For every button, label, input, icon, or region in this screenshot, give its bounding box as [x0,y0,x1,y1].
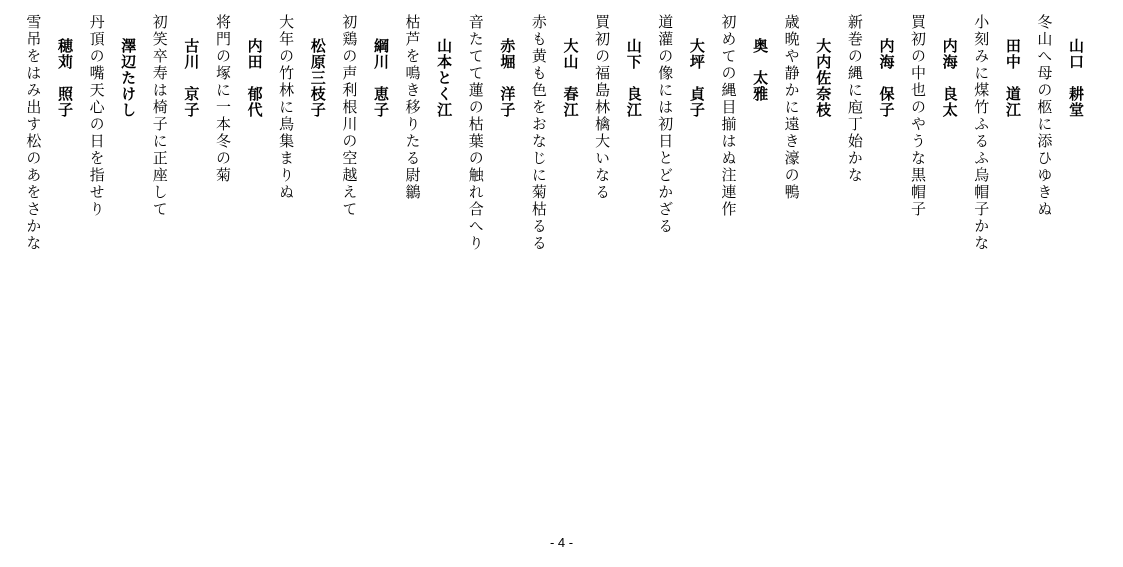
haiku-poem: 赤も黄も色をおなじに菊枯るる [529,14,548,252]
haiku-poem: 丹頂の嘴天心の日を指せり [87,14,106,218]
haiku-poem: 小刻みに煤竹ふるふ烏帽子かな [972,14,991,252]
haiku-entry [198,14,264,314]
haiku-author: 奥 太雅 [751,38,770,102]
haiku-author: 田中 道江 [1003,38,1022,118]
haiku-entry [704,14,770,314]
haiku-entry [893,14,959,314]
haiku-entry [262,14,325,314]
haiku-author: 穂苅 照子 [56,38,74,118]
haiku-author: 綱川 恵子 [371,38,390,118]
haiku-entry [514,14,580,314]
haiku-author: 澤辺たけし [119,38,138,118]
haiku-author: 古川 京子 [182,38,201,118]
haiku-poem: 雪吊をはみ出す松のあをさかな [24,14,43,252]
haiku-entry [767,14,833,314]
haiku-author: 大山 春江 [561,38,580,118]
haiku-entry [830,14,896,314]
haiku-author: 山下 良江 [624,38,643,118]
page-number: - 4 - [549,535,574,550]
haiku-poem: 買初の中也のやうな黒帽子 [909,14,928,218]
haiku-list [9,14,1083,314]
haiku-entry [135,14,201,314]
haiku-poem: 音たてて蓮の枯葉の触れ合へり [466,14,485,252]
haiku-poem: 大年の竹林に鳥集まりぬ [277,14,296,201]
haiku-author: 内海 良太 [940,38,959,118]
haiku-author: 大内佐奈枝 [814,38,833,118]
haiku-poem: 買初の福島林檎大いなる [593,14,612,201]
haiku-author: 内田 郁代 [245,38,264,118]
haiku-poem: 冬山へ母の柩に添ひゆきぬ [1035,14,1054,218]
haiku-poem: 枯芦を鳴き移りたる尉鶲 [403,14,422,201]
haiku-author: 松原三枝子 [308,38,327,118]
haiku-entry [72,14,138,314]
haiku-entry [578,14,641,314]
haiku-entry [388,14,454,314]
haiku-entry [9,14,72,314]
haiku-author: 内海 保子 [877,38,896,118]
haiku-author: 山口 耕堂 [1067,38,1085,118]
haiku-entry [957,14,1020,314]
haiku-author: 赤堀 洋子 [498,38,517,118]
haiku-poem: 道灌の像には初日とどかざる [656,14,675,235]
haiku-entry [1020,14,1083,314]
haiku-poem: 初鶏の声利根川の空越えて [340,14,359,218]
haiku-poem: 歳晩や静かに遠き濠の鴨 [782,14,801,201]
haiku-author: 山本とく江 [435,38,454,118]
haiku-poem: 将門の塚に一本冬の菊 [213,14,232,184]
haiku-author: 大坪 貞子 [687,38,706,118]
haiku-poem: 初笑卒寿は椅子に正座して [150,14,169,218]
haiku-entry [641,14,704,314]
haiku-entry [325,14,388,314]
haiku-poem: 新巻の縄に庖丁始かな [845,14,864,184]
haiku-entry [451,14,517,314]
haiku-poem: 初めての縄目揃はぬ注連作 [719,14,738,218]
